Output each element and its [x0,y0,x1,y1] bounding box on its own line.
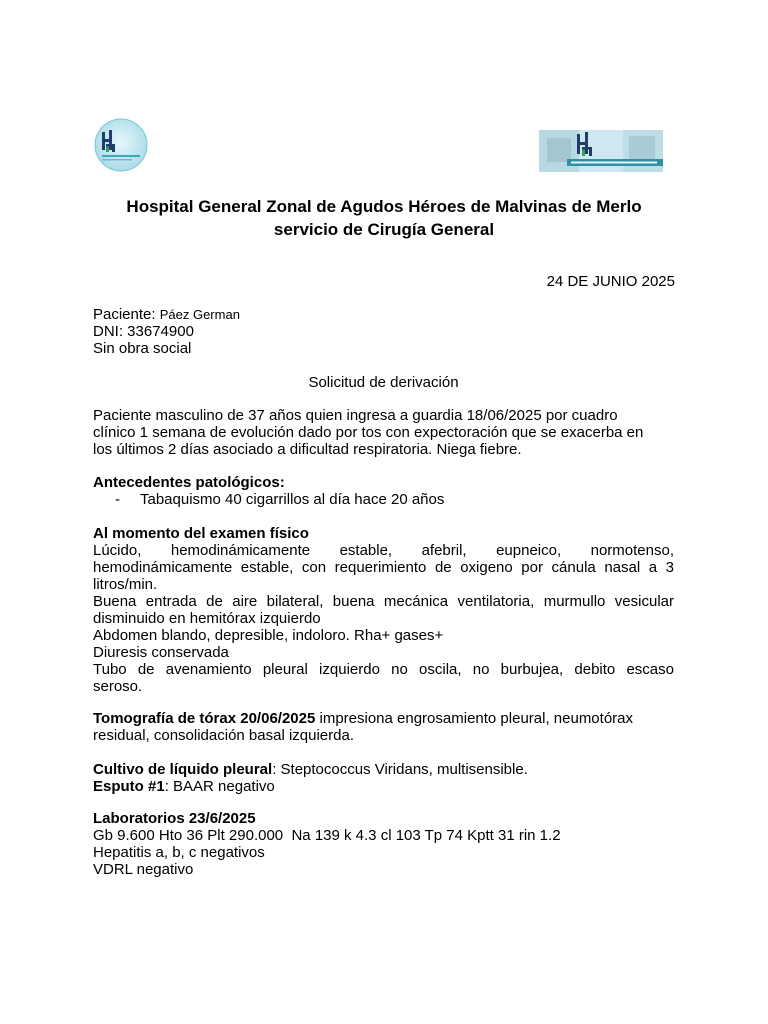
labs-section [93,810,674,878]
patient-name: Páez German [159,307,240,322]
history-item: Tabaquismo 40 cigarrillos al día hace 20 años [140,491,445,508]
sputum-label: Esputo #1 [93,778,165,795]
patient-info [93,306,674,357]
title-line-service: servicio de Cirugía General [273,220,495,239]
ct-section [93,710,674,744]
hospital-logo-left [92,118,150,172]
exam-line: disminuido en hemitórax izquierdo [93,610,321,627]
patient-dni: DNI: 33674900 [93,323,194,340]
sputum-text: : BAAR negativo [164,778,275,795]
hospital-logo-right [539,130,663,172]
patient-name-line [93,306,674,323]
exam-heading: Al momento del examen físico [93,525,309,542]
exam-section [93,525,674,695]
intro-line: clínico 1 semana de evolución dado por tos con expectoración que se exacerba en [93,424,644,441]
intro-line: los últimos 2 días asociado a dificultad respiratoria. Niega fiebre. [93,441,522,458]
list-dash: - [115,491,120,508]
exam-line: hemodinámicamente estable, con requerimiento de oxigeno por cánula nasal a 3 [93,559,674,576]
labs-line: VDRL negativo [93,861,194,878]
intro-line: Paciente masculino de 37 años quien ingresa a guardia 18/06/2025 por cuadro [93,407,618,424]
ct-label: Tomografía de tórax 20/06/2025 [93,710,316,727]
labs-line: Gb 9.600 Hto 36 Plt 290.000 Na 139 k 4.3 cl 103 Tp 74 Kptt 31 rin 1.2 [93,827,561,844]
labs-heading: Laboratorios 23/6/2025 [93,810,256,827]
culture-text: : Steptococcus Viridans, multisensible. [272,761,528,778]
history-section [93,474,674,508]
culture-label: Cultivo de líquido pleural [93,761,273,778]
exam-line: Tubo de avenamiento pleural izquierdo no oscila, no burbujea, debito escaso [93,661,674,678]
intro-paragraph [93,407,674,458]
labs-line: Hepatitis a, b, c negativos [93,844,265,861]
history-heading: Antecedentes patológicos: [93,474,285,491]
exam-line: litros/min. [93,576,158,593]
sputum-line [93,778,674,795]
culture-line [93,761,674,778]
ct-line: residual, consolidación basal izquierda. [93,727,354,744]
patient-coverage: Sin obra social [93,340,192,357]
request-title: Solicitud de derivación [308,374,459,391]
ct-line [93,710,674,727]
exam-line: Diuresis conservada [93,644,229,661]
patient-label: Paciente: [93,306,156,323]
list-item [93,491,674,508]
exam-line: seroso. [93,678,143,695]
exam-line: Abdomen blando, depresible, indoloro. Rha+ gases+ [93,627,444,644]
exam-line: Lúcido, hemodinámicamente estable, afebril, eupneico, normotenso, [93,542,674,559]
culture-section [93,761,674,795]
title-line-hospital: Hospital General Zonal de Agudos Héroes de Malvinas de Merlo [126,197,642,216]
document-title [60,195,708,241]
document-date: 24 DE JUNIO 2025 [546,273,675,290]
exam-line: Buena entrada de aire bilateral, buena mecánica ventilatoria, murmullo vesicular [93,593,674,610]
ct-text: impresiona engrosamiento pleural, neumotórax [315,710,634,727]
